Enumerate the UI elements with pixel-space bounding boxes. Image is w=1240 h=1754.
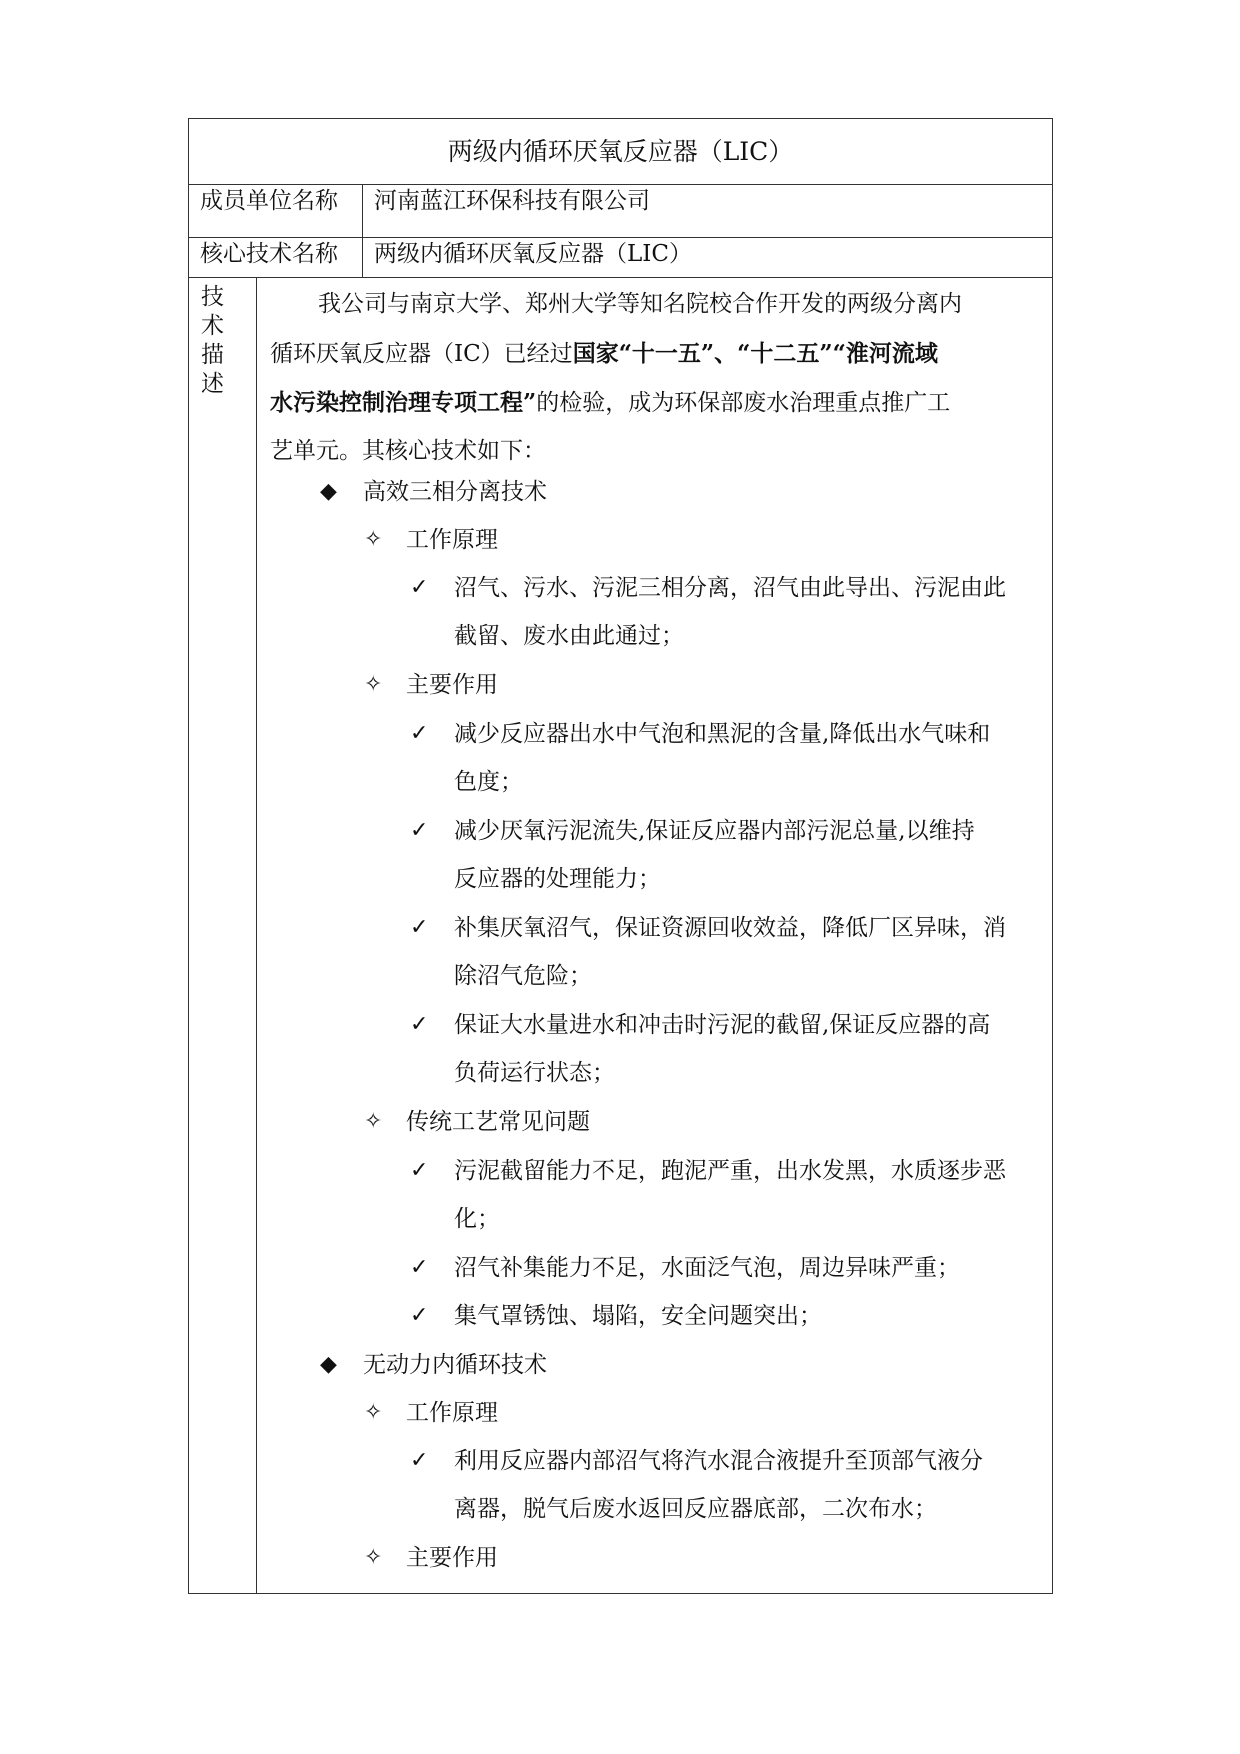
- section-1-sub-3-item-2-line-1: 沼气补集能力不足，水面泛气泡，周边异味严重；: [454, 1255, 960, 1281]
- tech-desc-label-char-3: 描: [201, 342, 224, 368]
- intro-line-2-bold: 国家“十一五”、“十二五”“淮河流域: [572, 340, 938, 367]
- check-icon: ✓: [410, 1158, 429, 1183]
- check-icon: ✓: [410, 818, 429, 843]
- section-1-sub-2-item-2-line-1: 减少厌氧污泥流失,保证反应器内部污泥总量,以维持: [454, 818, 975, 844]
- page-title: 两级内循环厌氧反应器（LIC）: [447, 137, 794, 166]
- section-1-sub-2-item-3-line-2: 除沼气危险；: [454, 963, 592, 989]
- check-icon: ✓: [410, 1303, 429, 1328]
- intro-line-3-bold: 水污染控制治理专项工程”: [270, 389, 537, 416]
- tech-desc-label-char-4: 述: [201, 371, 224, 397]
- check-icon: ✓: [410, 575, 429, 600]
- intro-line-1: 我公司与南京大学、郑州大学等知名院校合作开发的两级分离内: [318, 291, 962, 317]
- core-tech-label: 核心技术名称: [200, 241, 338, 267]
- core-tech-value: 两级内循环厌氧反应器（LIC）: [374, 241, 692, 267]
- tech-desc-label-char-1: 技: [201, 284, 224, 310]
- intro-line-2: [270, 342, 938, 366]
- star-bullet-icon: ✧: [364, 672, 383, 697]
- check-icon: ✓: [410, 721, 429, 746]
- section-1-sub-2-item-1-line-2: 色度；: [454, 769, 523, 795]
- member-unit-label: 成员单位名称: [200, 188, 338, 214]
- section-1-sub-1-item-1-line-2: 截留、废水由此通过；: [454, 623, 684, 649]
- section-2-sub-1-item-1-line-1: 利用反应器内部沼气将汽水混合液提升至顶部气液分: [454, 1448, 983, 1474]
- intro-line-2-plain: 循环厌氧反应器（IC）已经过: [270, 341, 573, 367]
- section-1-sub-3-title: 传统工艺常见问题: [406, 1109, 590, 1135]
- intro-line-3-plain: 的检验，成为环保部废水治理重点推广工: [536, 390, 951, 416]
- intro-line-4: 艺单元。其核心技术如下：: [270, 438, 546, 464]
- section-1-sub-3-item-3-line-1: 集气罩锈蚀、塌陷，安全问题突出；: [454, 1303, 822, 1329]
- table-border-left: [188, 118, 189, 1594]
- check-icon: ✓: [410, 915, 429, 940]
- column-divider-desc: [256, 277, 257, 1593]
- column-divider-label: [362, 184, 363, 277]
- star-bullet-icon: ✧: [364, 1109, 383, 1134]
- section-1-sub-2-item-4-line-1: 保证大水量进水和冲击时污泥的截留,保证反应器的高: [454, 1012, 991, 1038]
- section-1-sub-2-item-2-line-2: 反应器的处理能力；: [454, 866, 661, 892]
- section-2-title: 无动力内循环技术: [363, 1352, 547, 1378]
- star-bullet-icon: ✧: [364, 1545, 383, 1570]
- check-icon: ✓: [410, 1448, 429, 1473]
- check-icon: ✓: [410, 1012, 429, 1037]
- member-unit-value: 河南蓝江环保科技有限公司: [374, 188, 650, 214]
- section-1-sub-1-item-1-line-1: 沼气、污水、污泥三相分离，沼气由此导出、污泥由此: [454, 575, 1006, 601]
- section-1-sub-2-item-3-line-1: 补集厌氧沼气，保证资源回收效益，降低厂区异味，消: [454, 915, 1006, 941]
- star-bullet-icon: ✧: [364, 527, 383, 552]
- tech-desc-label-char-2: 术: [201, 313, 224, 339]
- section-1-sub-2-title: 主要作用: [406, 672, 498, 698]
- section-1-sub-2-item-1-line-1: 减少反应器出水中气泡和黑泥的含量,降低出水气味和: [454, 721, 991, 747]
- section-1-title: 高效三相分离技术: [363, 479, 547, 505]
- section-2-sub-1-item-1-line-2: 离器，脱气后废水返回反应器底部，二次布水；: [454, 1496, 937, 1522]
- section-1-sub-2-item-4-line-2: 负荷运行状态；: [454, 1060, 615, 1086]
- intro-line-3: [270, 391, 950, 415]
- table-border-bottom: [188, 1593, 1053, 1594]
- section-1-sub-3-item-1-line-2: 化；: [454, 1206, 500, 1232]
- row-divider-core: [188, 277, 1053, 278]
- row-divider-member: [188, 237, 1053, 238]
- section-1-sub-3-item-1-line-1: 污泥截留能力不足，跑泥严重，出水发黑，水质逐步恶: [454, 1158, 1006, 1184]
- star-bullet-icon: ✧: [364, 1400, 383, 1425]
- section-2-sub-2-title: 主要作用: [406, 1545, 498, 1571]
- section-1-sub-1-title: 工作原理: [406, 527, 498, 553]
- check-icon: ✓: [410, 1255, 429, 1280]
- diamond-icon: ◆: [320, 1352, 337, 1377]
- table-border-top: [188, 118, 1053, 119]
- section-2-sub-1-title: 工作原理: [406, 1400, 498, 1426]
- table-border-right: [1052, 118, 1053, 1594]
- row-divider-title: [188, 184, 1053, 185]
- diamond-icon: ◆: [320, 479, 337, 504]
